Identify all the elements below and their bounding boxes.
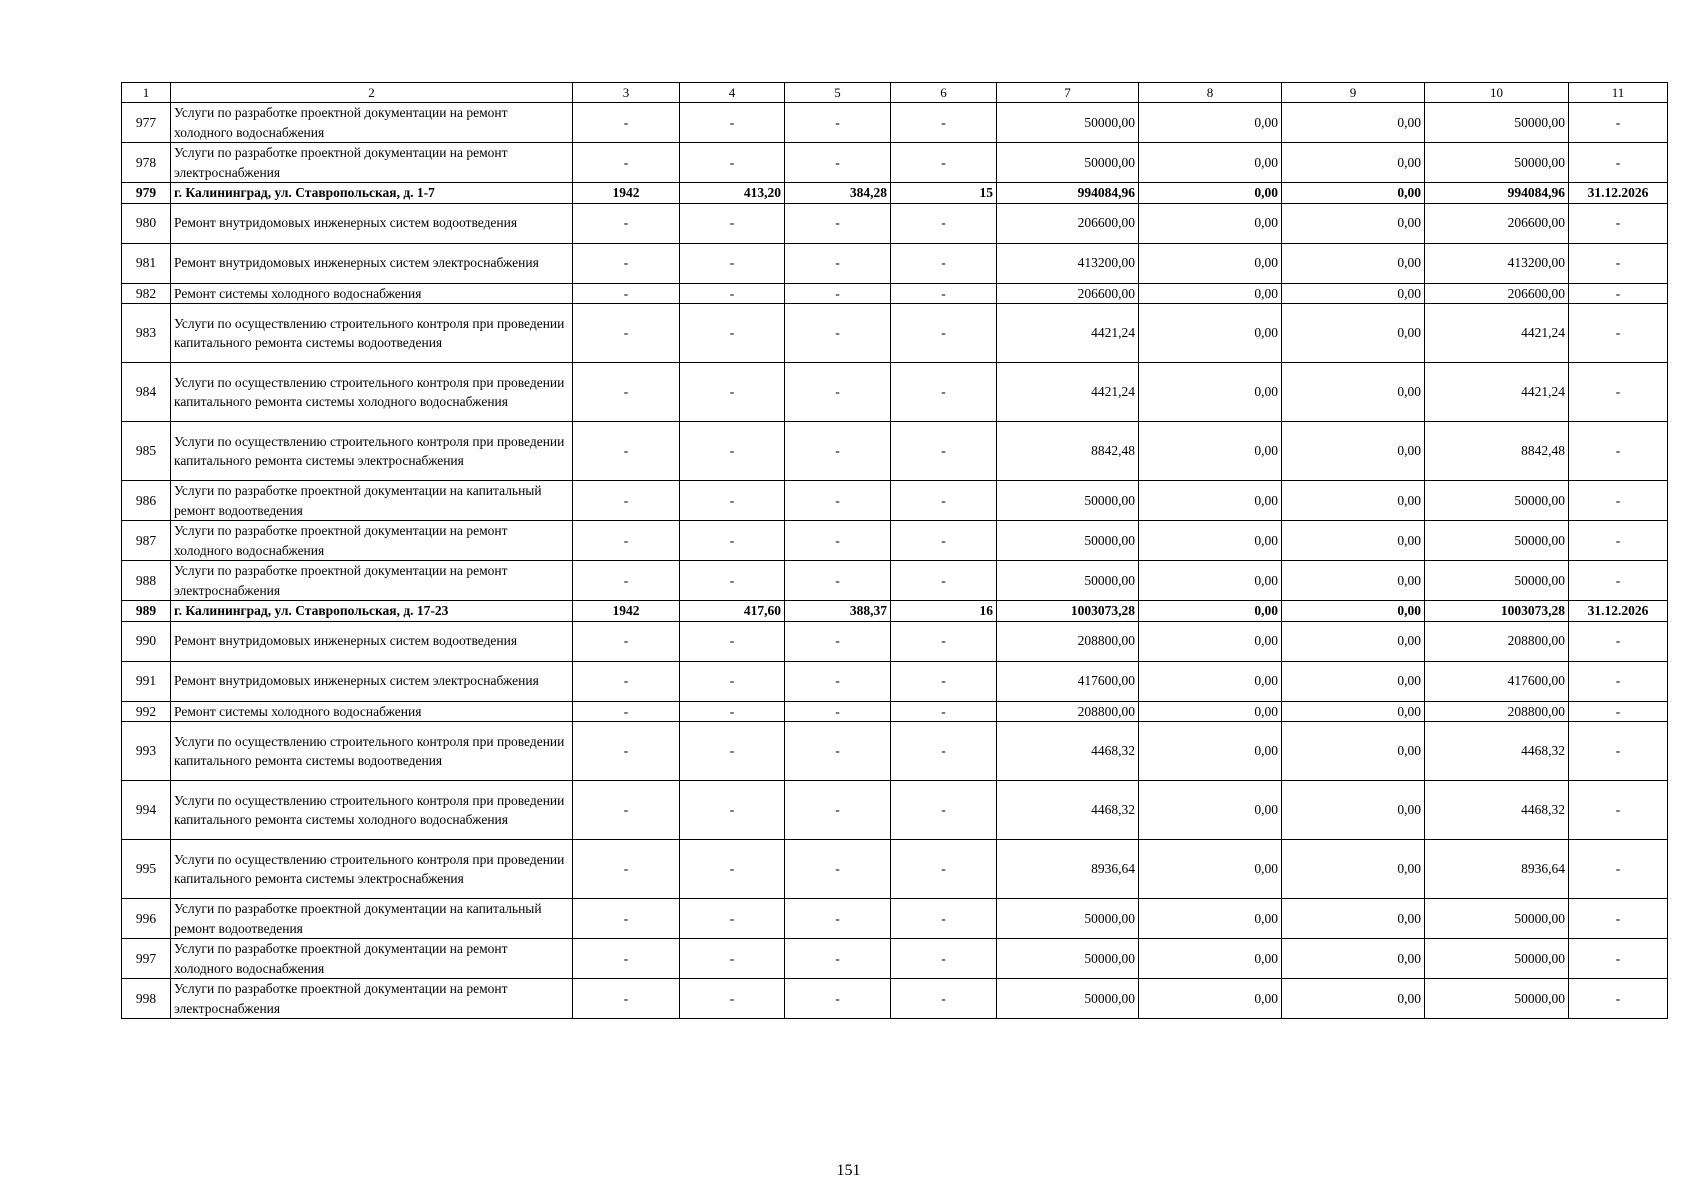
work-description: Ремонт внутридомовых инженерных систем электроснабжения — [171, 661, 573, 701]
col-8: 0,00 — [1139, 243, 1282, 283]
work-description: Услуги по разработке проектной документации на ремонт холодного водоснабжения — [171, 939, 573, 979]
row-number: 996 — [122, 899, 171, 939]
col-9: 0,00 — [1282, 561, 1425, 601]
col-6: - — [891, 781, 997, 840]
work-description: Услуги по осуществлению строительного контроля при проведении капитального ремонта системы электроснабжения — [171, 422, 573, 481]
col-7-total: 206600,00 — [997, 203, 1139, 243]
col-7-total: 208800,00 — [997, 621, 1139, 661]
col-4: - — [680, 661, 785, 701]
col-9: 0,00 — [1282, 363, 1425, 422]
table-row — [122, 422, 1668, 481]
work-description: Услуги по осуществлению строительного контроля при проведении капитального ремонта системы водоотведения — [171, 304, 573, 363]
table-row — [122, 283, 1668, 304]
col-3: - — [573, 481, 680, 521]
table-row — [122, 840, 1668, 899]
col-3: - — [573, 899, 680, 939]
col-5: - — [785, 781, 891, 840]
column-header: 4 — [680, 83, 785, 103]
col-10: 4468,32 — [1425, 781, 1569, 840]
col-7-total: 50000,00 — [997, 561, 1139, 601]
table-row — [122, 621, 1668, 661]
column-header: 11 — [1569, 83, 1668, 103]
col-8: 0,00 — [1139, 481, 1282, 521]
col-11: - — [1569, 979, 1668, 1019]
row-number: 980 — [122, 203, 171, 243]
col-8: 0,00 — [1139, 601, 1282, 622]
col-6: - — [891, 243, 997, 283]
col-11: - — [1569, 243, 1668, 283]
col-5: - — [785, 899, 891, 939]
table-row — [122, 243, 1668, 283]
col-7-total: 8842,48 — [997, 422, 1139, 481]
col-8: 0,00 — [1139, 899, 1282, 939]
col-4: - — [680, 561, 785, 601]
col-11: - — [1569, 521, 1668, 561]
col-10: 50000,00 — [1425, 561, 1569, 601]
col-9: 0,00 — [1282, 701, 1425, 722]
col-4: - — [680, 363, 785, 422]
col-4: - — [680, 481, 785, 521]
col-8: 0,00 — [1139, 203, 1282, 243]
col-8: 0,00 — [1139, 701, 1282, 722]
col-11: 31.12.2026 — [1569, 183, 1668, 204]
col-7-total: 4468,32 — [997, 722, 1139, 781]
col-9: 0,00 — [1282, 899, 1425, 939]
table-row — [122, 722, 1668, 781]
col-8: 0,00 — [1139, 283, 1282, 304]
column-header: 10 — [1425, 83, 1569, 103]
row-number: 986 — [122, 481, 171, 521]
col-5: - — [785, 661, 891, 701]
col-10: 8842,48 — [1425, 422, 1569, 481]
col-11: - — [1569, 481, 1668, 521]
col-9: 0,00 — [1282, 103, 1425, 143]
col-7-total: 50000,00 — [997, 481, 1139, 521]
col-11: - — [1569, 103, 1668, 143]
col-6: - — [891, 979, 997, 1019]
col-8: 0,00 — [1139, 979, 1282, 1019]
col-3: - — [573, 283, 680, 304]
col-10: 50000,00 — [1425, 521, 1569, 561]
col-5: - — [785, 521, 891, 561]
col-4: 413,20 — [680, 183, 785, 204]
col-4: - — [680, 722, 785, 781]
row-number: 988 — [122, 561, 171, 601]
table-row — [122, 481, 1668, 521]
col-7-total: 8936,64 — [997, 840, 1139, 899]
col-8: 0,00 — [1139, 722, 1282, 781]
col-7-total: 50000,00 — [997, 939, 1139, 979]
col-10: 50000,00 — [1425, 481, 1569, 521]
col-10: 8936,64 — [1425, 840, 1569, 899]
col-9: 0,00 — [1282, 283, 1425, 304]
col-10: 50000,00 — [1425, 103, 1569, 143]
col-11: - — [1569, 939, 1668, 979]
col-11: - — [1569, 363, 1668, 422]
column-header: 7 — [997, 83, 1139, 103]
col-7-total: 208800,00 — [997, 701, 1139, 722]
col-10: 50000,00 — [1425, 939, 1569, 979]
col-6: - — [891, 899, 997, 939]
col-6: - — [891, 283, 997, 304]
col-11: - — [1569, 561, 1668, 601]
col-6: 15 — [891, 183, 997, 204]
row-number: 983 — [122, 304, 171, 363]
header-row — [122, 83, 1668, 103]
row-number: 985 — [122, 422, 171, 481]
table-row — [122, 103, 1668, 143]
col-9: 0,00 — [1282, 781, 1425, 840]
object-row — [122, 183, 1668, 204]
col-3: - — [573, 701, 680, 722]
work-description: г. Калининград, ул. Ставропольская, д. 17-23 — [171, 601, 573, 622]
work-description: Услуги по осуществлению строительного контроля при проведении капитального ремонта системы электроснабжения — [171, 840, 573, 899]
col-8: 0,00 — [1139, 363, 1282, 422]
table-row — [122, 203, 1668, 243]
row-number: 991 — [122, 661, 171, 701]
col-11: - — [1569, 701, 1668, 722]
col-5: - — [785, 304, 891, 363]
col-4: - — [680, 939, 785, 979]
col-6: 16 — [891, 601, 997, 622]
col-6: - — [891, 422, 997, 481]
row-number: 992 — [122, 701, 171, 722]
col-5: 384,28 — [785, 183, 891, 204]
work-description: Услуги по разработке проектной документации на ремонт холодного водоснабжения — [171, 103, 573, 143]
col-11: - — [1569, 143, 1668, 183]
work-description: Услуги по разработке проектной документации на ремонт холодного водоснабжения — [171, 521, 573, 561]
work-description: Ремонт внутридомовых инженерных систем водоотведения — [171, 203, 573, 243]
row-number: 994 — [122, 781, 171, 840]
work-description: Услуги по осуществлению строительного контроля при проведении капитального ремонта системы водоотведения — [171, 722, 573, 781]
table-row — [122, 363, 1668, 422]
column-header: 3 — [573, 83, 680, 103]
col-5: - — [785, 701, 891, 722]
col-5: - — [785, 103, 891, 143]
column-header: 6 — [891, 83, 997, 103]
row-number: 977 — [122, 103, 171, 143]
row-number: 990 — [122, 621, 171, 661]
page-number: 151 — [836, 1162, 861, 1179]
table-row — [122, 304, 1668, 363]
col-8: 0,00 — [1139, 939, 1282, 979]
col-6: - — [891, 701, 997, 722]
table-row — [122, 143, 1668, 183]
col-9: 0,00 — [1282, 143, 1425, 183]
col-5: - — [785, 722, 891, 781]
col-4: - — [680, 243, 785, 283]
col-3: - — [573, 422, 680, 481]
col-7-total: 994084,96 — [997, 183, 1139, 204]
work-description: Ремонт внутридомовых инженерных систем электроснабжения — [171, 243, 573, 283]
col-9: 0,00 — [1282, 243, 1425, 283]
col-7-total: 50000,00 — [997, 143, 1139, 183]
row-number: 982 — [122, 283, 171, 304]
col-10: 206600,00 — [1425, 283, 1569, 304]
work-description: Ремонт внутридомовых инженерных систем водоотведения — [171, 621, 573, 661]
col-3: - — [573, 203, 680, 243]
col-3: - — [573, 103, 680, 143]
col-5: - — [785, 481, 891, 521]
col-4: - — [680, 103, 785, 143]
work-description: Ремонт системы холодного водоснабжения — [171, 283, 573, 304]
col-4: - — [680, 979, 785, 1019]
col-7-total: 50000,00 — [997, 979, 1139, 1019]
col-5: - — [785, 243, 891, 283]
object-row — [122, 601, 1668, 622]
col-7-total: 417600,00 — [997, 661, 1139, 701]
col-8: 0,00 — [1139, 103, 1282, 143]
work-description: Услуги по осуществлению строительного контроля при проведении капитального ремонта системы холодного водоснабжения — [171, 363, 573, 422]
col-8: 0,00 — [1139, 840, 1282, 899]
col-10: 50000,00 — [1425, 143, 1569, 183]
col-10: 994084,96 — [1425, 183, 1569, 204]
col-4: - — [680, 203, 785, 243]
col-3: - — [573, 979, 680, 1019]
col-11: - — [1569, 722, 1668, 781]
table-row — [122, 899, 1668, 939]
col-6: - — [891, 561, 997, 601]
column-header: 2 — [171, 83, 573, 103]
col-5: - — [785, 840, 891, 899]
col-10: 1003073,28 — [1425, 601, 1569, 622]
row-number: 993 — [122, 722, 171, 781]
col-6: - — [891, 203, 997, 243]
col-3: - — [573, 561, 680, 601]
works-table — [121, 82, 1668, 1019]
col-6: - — [891, 363, 997, 422]
col-6: - — [891, 722, 997, 781]
col-9: 0,00 — [1282, 521, 1425, 561]
col-8: 0,00 — [1139, 661, 1282, 701]
col-11: - — [1569, 899, 1668, 939]
col-7-total: 1003073,28 — [997, 601, 1139, 622]
col-10: 208800,00 — [1425, 621, 1569, 661]
col-11: - — [1569, 781, 1668, 840]
row-number: 997 — [122, 939, 171, 979]
column-header: 9 — [1282, 83, 1425, 103]
col-3: - — [573, 661, 680, 701]
col-5: - — [785, 203, 891, 243]
col-3: - — [573, 143, 680, 183]
col-4: - — [680, 521, 785, 561]
col-5: - — [785, 422, 891, 481]
col-3: - — [573, 243, 680, 283]
col-8: 0,00 — [1139, 183, 1282, 204]
col-6: - — [891, 661, 997, 701]
col-10: 4421,24 — [1425, 304, 1569, 363]
col-10: 4421,24 — [1425, 363, 1569, 422]
col-5: - — [785, 143, 891, 183]
col-4: - — [680, 899, 785, 939]
col-5: - — [785, 283, 891, 304]
row-number: 987 — [122, 521, 171, 561]
work-description: г. Калининград, ул. Ставропольская, д. 1-7 — [171, 183, 573, 204]
col-10: 208800,00 — [1425, 701, 1569, 722]
col-3: 1942 — [573, 601, 680, 622]
col-11: - — [1569, 422, 1668, 481]
col-7-total: 50000,00 — [997, 521, 1139, 561]
col-11: - — [1569, 304, 1668, 363]
col-7-total: 50000,00 — [997, 899, 1139, 939]
col-8: 0,00 — [1139, 143, 1282, 183]
col-8: 0,00 — [1139, 561, 1282, 601]
table-row — [122, 939, 1668, 979]
col-3: - — [573, 722, 680, 781]
col-8: 0,00 — [1139, 422, 1282, 481]
col-10: 413200,00 — [1425, 243, 1569, 283]
col-11: - — [1569, 283, 1668, 304]
row-number: 995 — [122, 840, 171, 899]
col-11: 31.12.2026 — [1569, 601, 1668, 622]
table-row — [122, 979, 1668, 1019]
col-3: - — [573, 621, 680, 661]
col-6: - — [891, 939, 997, 979]
table-row — [122, 561, 1668, 601]
work-description: Услуги по разработке проектной документации на капитальный ремонт водоотведения — [171, 899, 573, 939]
column-header: 5 — [785, 83, 891, 103]
col-10: 4468,32 — [1425, 722, 1569, 781]
col-6: - — [891, 621, 997, 661]
col-10: 417600,00 — [1425, 661, 1569, 701]
table-row — [122, 521, 1668, 561]
table-row — [122, 781, 1668, 840]
work-description: Услуги по разработке проектной документации на капитальный ремонт водоотведения — [171, 481, 573, 521]
col-8: 0,00 — [1139, 621, 1282, 661]
col-5: - — [785, 621, 891, 661]
work-description: Услуги по разработке проектной документации на ремонт электроснабжения — [171, 979, 573, 1019]
col-4: - — [680, 621, 785, 661]
row-number: 998 — [122, 979, 171, 1019]
col-3: - — [573, 781, 680, 840]
col-9: 0,00 — [1282, 304, 1425, 363]
col-8: 0,00 — [1139, 781, 1282, 840]
col-9: 0,00 — [1282, 722, 1425, 781]
work-description: Услуги по осуществлению строительного контроля при проведении капитального ремонта системы холодного водоснабжения — [171, 781, 573, 840]
col-6: - — [891, 521, 997, 561]
column-header: 1 — [122, 83, 171, 103]
col-3: - — [573, 363, 680, 422]
col-9: 0,00 — [1282, 481, 1425, 521]
col-7-total: 50000,00 — [997, 103, 1139, 143]
col-9: 0,00 — [1282, 979, 1425, 1019]
work-description: Услуги по разработке проектной документации на ремонт электроснабжения — [171, 561, 573, 601]
col-4: - — [680, 283, 785, 304]
col-7-total: 4421,24 — [997, 363, 1139, 422]
col-4: - — [680, 304, 785, 363]
col-3: - — [573, 304, 680, 363]
col-4: - — [680, 701, 785, 722]
col-5: - — [785, 561, 891, 601]
col-9: 0,00 — [1282, 621, 1425, 661]
col-6: - — [891, 143, 997, 183]
col-10: 50000,00 — [1425, 899, 1569, 939]
col-7-total: 206600,00 — [997, 283, 1139, 304]
col-6: - — [891, 481, 997, 521]
col-4: - — [680, 422, 785, 481]
row-number: 984 — [122, 363, 171, 422]
col-4: - — [680, 781, 785, 840]
work-description: Услуги по разработке проектной документации на ремонт электроснабжения — [171, 143, 573, 183]
col-8: 0,00 — [1139, 304, 1282, 363]
col-6: - — [891, 103, 997, 143]
col-3: 1942 — [573, 183, 680, 204]
col-9: 0,00 — [1282, 601, 1425, 622]
col-11: - — [1569, 203, 1668, 243]
work-description: Ремонт системы холодного водоснабжения — [171, 701, 573, 722]
col-10: 206600,00 — [1425, 203, 1569, 243]
col-9: 0,00 — [1282, 939, 1425, 979]
col-6: - — [891, 840, 997, 899]
col-5: 388,37 — [785, 601, 891, 622]
col-11: - — [1569, 661, 1668, 701]
col-3: - — [573, 939, 680, 979]
col-9: 0,00 — [1282, 661, 1425, 701]
col-7-total: 4468,32 — [997, 781, 1139, 840]
table-row — [122, 701, 1668, 722]
col-6: - — [891, 304, 997, 363]
col-7-total: 4421,24 — [997, 304, 1139, 363]
col-8: 0,00 — [1139, 521, 1282, 561]
col-9: 0,00 — [1282, 183, 1425, 204]
col-4: 417,60 — [680, 601, 785, 622]
column-header: 8 — [1139, 83, 1282, 103]
col-3: - — [573, 521, 680, 561]
col-4: - — [680, 143, 785, 183]
col-9: 0,00 — [1282, 422, 1425, 481]
col-5: - — [785, 363, 891, 422]
row-number: 978 — [122, 143, 171, 183]
col-11: - — [1569, 840, 1668, 899]
col-3: - — [573, 840, 680, 899]
col-9: 0,00 — [1282, 203, 1425, 243]
col-7-total: 413200,00 — [997, 243, 1139, 283]
row-number: 979 — [122, 183, 171, 204]
row-number: 989 — [122, 601, 171, 622]
col-5: - — [785, 939, 891, 979]
col-4: - — [680, 840, 785, 899]
col-11: - — [1569, 621, 1668, 661]
row-number: 981 — [122, 243, 171, 283]
col-10: 50000,00 — [1425, 979, 1569, 1019]
col-5: - — [785, 979, 891, 1019]
table-row — [122, 661, 1668, 701]
col-9: 0,00 — [1282, 840, 1425, 899]
